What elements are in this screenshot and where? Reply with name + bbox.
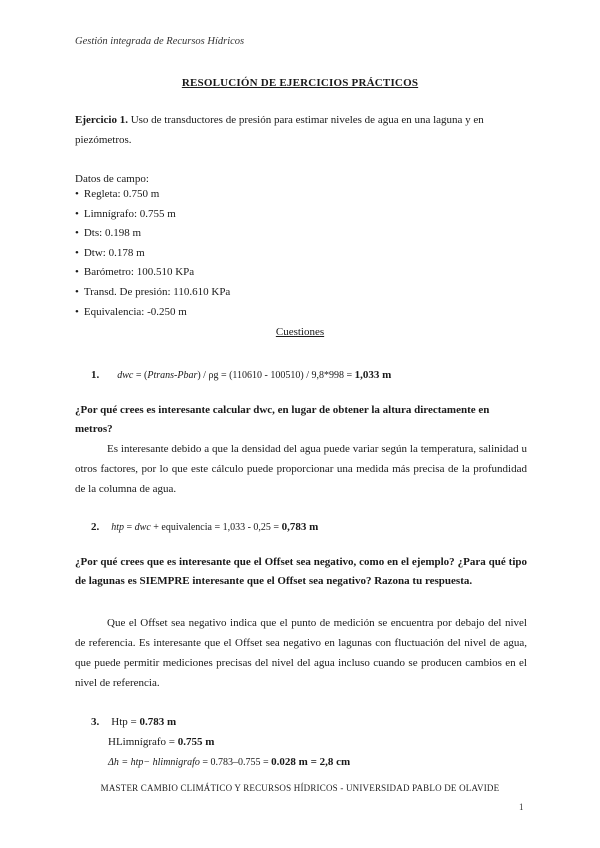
field-data-title: Datos de campo: <box>75 173 149 185</box>
page-footer: MASTER CAMBIO CLIMÁTICO Y RECURSOS HÍDRICOS - UNIVERSIDAD PABLO DE OLAVIDE <box>100 783 500 793</box>
exercise-statement <box>75 110 527 150</box>
answer-1-text: Es interesante debido a que la densidad del agua puede variar según la temperatura, salinidad u otros factores, por lo que este cálculo puede proporcionar una medida más precisa de la profundidad de la columna de agua. <box>75 443 527 495</box>
question-2-text: ¿Por qué crees que es interesante que el Offset sea negativo, como en el ejemplo? ¿Para qué tipo de lagunas es SIEMPRE interesante que el Offset sea negativo? Razona tu respuesta. <box>75 556 527 587</box>
question-3-line-3: Δh = htp− hlimnigrafo = 0.783–0.755 = 0.028 m = 2,8 cm <box>108 756 351 768</box>
exercise-label: Ejercicio 1. <box>75 114 128 126</box>
question-2-formula: 2. htp = dwc + equivalencia = 1,033 - 0,25 = 0,783 m <box>91 521 319 533</box>
list-item: • Regleta: 0.750 m <box>75 185 230 205</box>
question-1-formula: 1. dwc = (Ptrans-Pbar) / ρg = (110610 - 100510) / 9,8*998 = 1,033 m <box>91 369 392 381</box>
answer-2-text: Que el Offset sea negativo indica que el punto de medición se encuentra por debajo del nivel de referencia. Es interesante que el Offset sea negativo en lagunas con fluctuación del nivel de agua, que puede permitir mediciones precisas del nivel del agua incluso cuando se producen cambios en el nivel de referencia. <box>75 617 527 689</box>
question-3-line-2: HLimnígrafo = 0.755 m <box>108 736 215 748</box>
page-title: RESOLUCIÓN DE EJERCICIOS PRÁCTICOS <box>181 77 419 89</box>
formula-result: 1,033 m <box>354 369 392 381</box>
item-number: 1. <box>91 369 100 381</box>
page-number: 1 <box>519 802 524 812</box>
list-item: • Barómetro: 100.510 KPa <box>75 263 230 283</box>
formula-variable: dwc <box>117 370 134 381</box>
running-header: Gestión integrada de Recursos Hídricos <box>75 36 245 47</box>
question-1-text: ¿Por qué crees es interesante calcular dwc, en lugar de obtener la altura directamente en metros? <box>75 404 490 435</box>
formula-result: 0,783 m <box>281 521 319 533</box>
question-3-line-1: 3. Htp = 0.783 m <box>91 716 177 728</box>
list-item: • Equivalencia: -0.250 m <box>75 303 230 323</box>
list-item: • Transd. De presión: 110.610 KPa <box>75 283 230 303</box>
item-number: 3. <box>91 716 100 728</box>
list-item: • Dts: 0.198 m <box>75 224 230 244</box>
section-heading-cuestiones: Cuestiones <box>275 326 325 338</box>
field-data-list <box>75 185 230 322</box>
exercise-text: Uso de transductores de presión para estimar niveles de agua en una laguna y en piezómetros. <box>75 114 484 146</box>
item-number: 2. <box>91 521 100 533</box>
list-item: • Limnígrafo: 0.755 m <box>75 205 230 225</box>
list-item: • Dtw: 0.178 m <box>75 244 230 264</box>
